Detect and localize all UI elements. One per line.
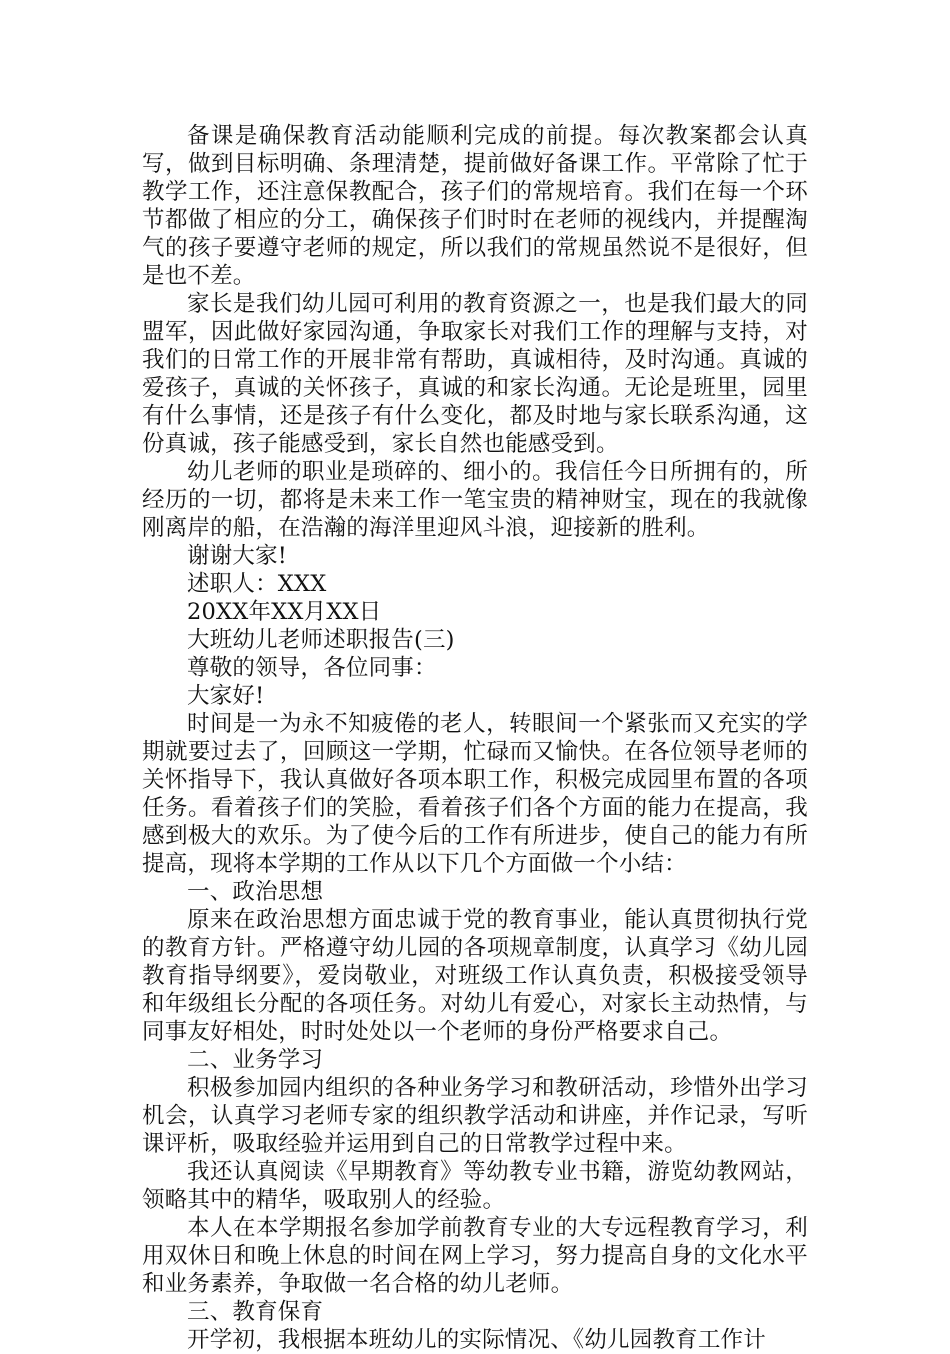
document-body [142,122,808,1354]
paragraph-greeting: 大家好! [187,683,265,709]
paragraph-parents: 家长是我们幼儿园可利用的教育资源之一，也是我们最大的同盟军，因此做好家园沟通，争取家长对我们工作的理解与支持，对我们的日常工作的开展非常有帮助，真诚相待，及时沟通。真诚的爱孩子，真诚的关怀孩子，真诚的和家长沟通。无论是班里，园里有什么事情，还是孩子有什么变化，都及时地与家长联系沟通，这份真诚，孩子能感受到，家长自然也能感受到。 [142,291,808,457]
paragraph-study-remote: 本人在本学期报名参加学前教育专业的大专远程教育学习，利用双休日和晚上休息的时间在网上学习，努力提高自身的文化水平和业务素养，争取做一名合格的幼儿老师。 [142,1215,808,1297]
paragraph-lesson-prep: 备课是确保教育活动能顺利完成的前提。每次教案都会认真写，做到目标明确、条理清楚，提前做好备课工作。平常除了忙于教学工作，还注意保教配合，孩子们的常规培育。我们在每一个环节都做了相应的分工，确保孩子们时时在老师的视线内，并提醒淘气的孩子要遵守老师的规定，所以我们的常规虽然说不是很好，但是也不差。 [142,123,808,289]
section-title-report-three: 大班幼儿老师述职报告(三) [187,627,455,653]
paragraph-education-start: 开学初，我根据本班幼儿的实际情况、《幼儿园教育工作计 [187,1327,766,1353]
paragraph-salutation: 尊敬的领导，各位同事： [187,655,437,681]
paragraph-study-activities: 积极参加园内组织的各种业务学习和教研活动，珍惜外出学习机会，认真学习老师专家的组织教学活动和讲座，并作记录，写听课评析，吸取经验并运用到自己的日常教学过程中来。 [142,1075,808,1157]
paragraph-date: 20XX年XX月XX日 [187,599,382,625]
heading-study: 二、业务学习 [187,1047,324,1073]
heading-education: 三、教育保育 [187,1299,324,1325]
paragraph-thanks: 谢谢大家! [187,543,288,569]
paragraph-study-reading: 我还认真阅读《早期教育》等幼教专业书籍，游览幼教网站，领略其中的精华，吸取别人的经验。 [142,1159,808,1213]
heading-politics: 一、政治思想 [187,879,324,905]
paragraph-politics: 原来在政治思想方面忠诚于党的教育事业，能认真贯彻执行党的教育方针。严格遵守幼儿园的各项规章制度，认真学习《幼儿园教育指导纲要》，爱岗敬业，对班级工作认真负责，积极接受领导和年级组长分配的各项任务。对幼儿有爱心，对家长主动热情，与同事友好相处，时时处处以一个老师的身份严格要求自己。 [142,907,808,1045]
paragraph-reporter: 述职人：XXX [187,571,327,597]
paragraph-intro: 时间是一为永不知疲倦的老人，转眼间一个紧张而又充实的学期就要过去了，回顾这一学期，忙碌而又愉快。在各位领导老师的关怀指导下，我认真做好各项本职工作，积极完成园里布置的各项任务。看着孩子们的笑脸，看着孩子们各个方面的能力在提高，我感到极大的欢乐。为了使今后的工作有所进步，使自己的能力有所提高，现将本学期的工作从以下几个方面做一个小结： [142,711,808,877]
paragraph-profession: 幼儿老师的职业是琐碎的、细小的。我信任今日所拥有的，所经历的一切，都将是未来工作一笔宝贵的精神财宝，现在的我就像刚离岸的船，在浩瀚的海洋里迎风斗浪，迎接新的胜利。 [142,459,808,541]
